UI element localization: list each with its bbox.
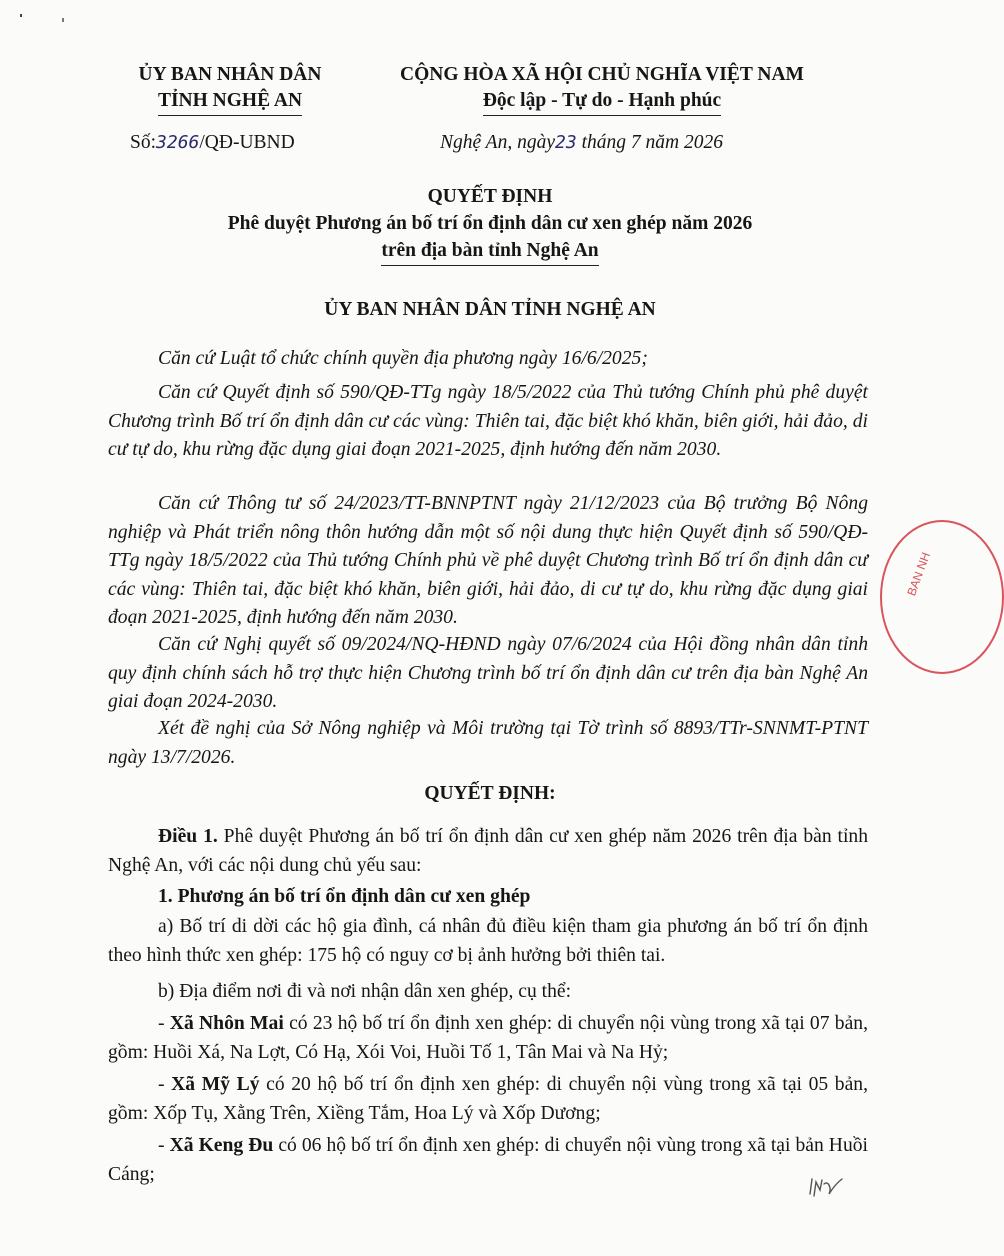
- decision-heading: QUYẾT ĐỊNH:: [424, 783, 556, 804]
- commune-name: Xã Keng Đu: [169, 1135, 274, 1156]
- country-name: CỘNG HÒA XÃ HỘI CHỦ NGHĨA VIỆT NAM: [400, 64, 804, 85]
- scan-mark: [62, 18, 64, 22]
- agency-block: [120, 62, 340, 116]
- item-a: a) Bố trí di dời các hộ gia đình, cá nhân đủ điều kiện tham gia phương án bố trí ổn định theo hình thức xen ghép: 175 hộ có nguy cơ bị ảnh hưởng bởi thiên tai.: [108, 916, 868, 966]
- commune-name: Xã Mỹ Lý: [171, 1074, 260, 1095]
- commune-name: Xã Nhôn Mai: [169, 1013, 284, 1034]
- initials-signature: [808, 1176, 850, 1198]
- agency-line1: ỦY BAN NHÂN DÂN: [138, 64, 322, 85]
- preamble-paragraph: Căn cứ Nghị quyết số 09/2024/NQ-HĐND ngày 07/6/2024 của Hội đồng nhân dân tỉnh quy định chính sách hỗ trợ thực hiện Chương trình bố trí ổn định dân cư trên địa bàn Nghệ An giai đoạn 2024-2030.: [108, 634, 868, 713]
- commune-item: - Xã Mỹ Lý có 20 hộ bố trí ổn định xen ghép: di chuyển nội vùng trong xã tại 05 bản, gồm: Xốp Tụ, Xằng Trên, Xiềng Tắm, Hoa Lý và Xốp Dương;: [108, 1074, 868, 1124]
- seal-text: BAN NH: [904, 550, 934, 598]
- preamble-paragraph: Xét đề nghị của Sở Nông nghiệp và Môi trường tại Tờ trình số 8893/TTr-SNNMT-PTNT ngày 13/7/2026.: [108, 718, 868, 768]
- scan-mark: [20, 14, 22, 17]
- preamble-paragraph: Căn cứ Thông tư số 24/2023/TT-BNNPTNT ngày 21/12/2023 của Bộ trưởng Bộ Nông nghiệp và Phát triển nông thôn hướng dẫn một số nội dung thực hiện Quyết định số 590/QĐ-TTg ngày 18/5/2022 của Thủ tướng Chính phủ về phê duyệt Chương trình Bố trí ổn định dân cư các vùng: Thiên tai, đặc biệt khó khăn, biên giới, hải đảo, di cư tự do, khu rừng đặc dụng giai đoạn 2021-2025, định hướng đến năm 2030.: [108, 493, 868, 629]
- article-label: Điều 1.: [158, 826, 218, 847]
- national-motto-block: [372, 62, 832, 116]
- document-number: [130, 132, 295, 154]
- section-heading: 1. Phương án bố trí ổn định dân cư xen ghép: [158, 886, 531, 907]
- issuer-heading: ỦY BAN NHÂN DÂN TỈNH NGHỆ AN: [324, 299, 656, 320]
- preamble-paragraph: Căn cứ Luật tổ chức chính quyền địa phương ngày 16/6/2025;: [158, 348, 648, 369]
- date-prefix: Nghệ An, ngày: [440, 132, 556, 153]
- decision-title: QUYẾT ĐỊNH: [427, 186, 553, 207]
- article-1: [108, 823, 868, 880]
- number-suffix: /QĐ-UBND: [199, 132, 295, 153]
- decision-title-block: [100, 183, 880, 266]
- official-seal: [880, 520, 1004, 674]
- decision-subtitle-1: Phê duyệt Phương án bố trí ổn định dân cư xen ghép năm 2026: [227, 213, 753, 234]
- decision-subtitle-2: trên địa bàn tỉnh Nghệ An: [381, 237, 598, 266]
- national-motto: Độc lập - Tự do - Hạnh phúc: [483, 88, 721, 116]
- date-suffix: tháng 7 năm 2026: [581, 132, 723, 153]
- article-text: Phê duyệt Phương án bố trí ổn định dân cư xen ghép năm 2026 trên địa bàn tỉnh Nghệ An, với các nội dung chủ yếu sau:: [108, 826, 869, 876]
- agency-line2: TỈNH NGHỆ AN: [158, 88, 302, 116]
- handwritten-day: 23: [555, 132, 577, 153]
- item-b: b) Địa điểm nơi đi và nơi nhận dân xen ghép, cụ thể:: [158, 981, 572, 1002]
- preamble-paragraph: Căn cứ Quyết định số 590/QĐ-TTg ngày 18/5/2022 của Thủ tướng Chính phủ phê duyệt Chương trình Bố trí ổn định dân cư các vùng: Thiên tai, đặc biệt khó khăn, biên giới, hải đảo, di cư tự do, khu rừng đặc dụng giai đoạn 2021-2025, định hướng đến năm 2030.: [108, 382, 868, 461]
- number-prefix: Số:: [130, 132, 157, 153]
- handwritten-number: 3266: [156, 132, 200, 153]
- document-date: [440, 132, 723, 154]
- commune-item: - Xã Keng Đu có 06 hộ bố trí ổn định xen ghép: di chuyển nội vùng trong xã tại bản Huồi Cáng;: [108, 1135, 868, 1185]
- commune-item: - Xã Nhôn Mai có 23 hộ bố trí ổn định xen ghép: di chuyển nội vùng trong xã tại 07 bản, gồm: Huồi Xá, Na Lợt, Có Hạ, Xói Voi, Huồi Tố 1, Tân Mai và Na Hỷ;: [108, 1013, 868, 1063]
